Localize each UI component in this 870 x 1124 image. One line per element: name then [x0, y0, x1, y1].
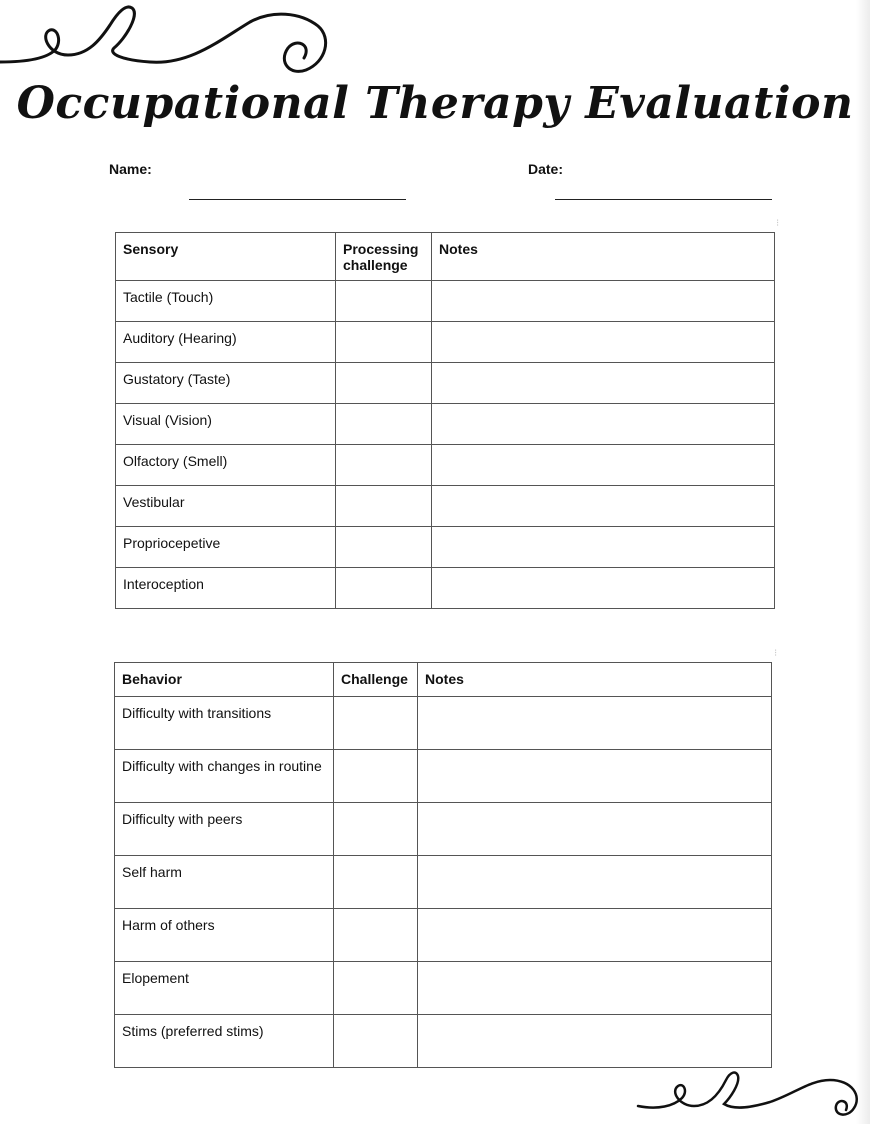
challenge-cell[interactable] — [336, 486, 432, 527]
row-label: Self harm — [115, 856, 334, 909]
table-row — [116, 527, 775, 568]
table-row — [116, 486, 775, 527]
table-row — [115, 803, 772, 856]
row-label: Propriocepetive — [116, 527, 336, 568]
notes-cell[interactable] — [432, 281, 775, 322]
header-challenge: Challenge — [334, 663, 418, 697]
notes-cell[interactable] — [432, 527, 775, 568]
date-input-line[interactable] — [555, 199, 772, 200]
page-edge-shadow — [856, 0, 870, 1124]
decorative-swirl-bottom — [630, 1066, 870, 1124]
row-label: Auditory (Hearing) — [116, 322, 336, 363]
table-row — [116, 404, 775, 445]
table-row — [115, 856, 772, 909]
table-header-row — [116, 233, 775, 281]
notes-cell[interactable] — [432, 322, 775, 363]
header-notes: Notes — [432, 233, 775, 281]
table-header-row — [115, 663, 772, 697]
header-behavior: Behavior — [115, 663, 334, 697]
decorative-swirl-top — [0, 0, 340, 80]
row-label: Interoception — [116, 568, 336, 609]
date-label: Date: — [528, 161, 564, 177]
row-label: Stims (preferred stims) — [115, 1015, 334, 1068]
notes-cell[interactable] — [432, 363, 775, 404]
row-label: Elopement — [115, 962, 334, 1015]
row-label: Vestibular — [116, 486, 336, 527]
row-label: Harm of others — [115, 909, 334, 962]
challenge-cell[interactable] — [336, 404, 432, 445]
table-handle: ⁝ — [776, 218, 780, 229]
notes-cell[interactable] — [418, 856, 772, 909]
table-row — [115, 697, 772, 750]
table-row — [116, 322, 775, 363]
table-row — [115, 1015, 772, 1068]
notes-cell[interactable] — [432, 568, 775, 609]
page-title: Occupational Therapy Evaluation — [16, 78, 854, 129]
challenge-cell[interactable] — [334, 803, 418, 856]
notes-cell[interactable] — [418, 962, 772, 1015]
notes-cell[interactable] — [418, 1015, 772, 1068]
challenge-cell[interactable] — [336, 568, 432, 609]
notes-cell[interactable] — [432, 445, 775, 486]
row-label: Difficulty with transitions — [115, 697, 334, 750]
behavior-table — [114, 662, 772, 1068]
table-handle: ⁝ — [774, 648, 778, 659]
name-label: Name: — [109, 161, 152, 177]
notes-cell[interactable] — [418, 750, 772, 803]
challenge-cell[interactable] — [336, 363, 432, 404]
notes-cell[interactable] — [418, 909, 772, 962]
notes-cell[interactable] — [418, 803, 772, 856]
challenge-cell[interactable] — [336, 445, 432, 486]
challenge-cell[interactable] — [336, 527, 432, 568]
table-row — [115, 962, 772, 1015]
challenge-cell[interactable] — [336, 322, 432, 363]
row-label: Visual (Vision) — [116, 404, 336, 445]
row-label: Difficulty with peers — [115, 803, 334, 856]
challenge-cell[interactable] — [334, 1015, 418, 1068]
notes-cell[interactable] — [418, 697, 772, 750]
table-row — [116, 568, 775, 609]
name-input-line[interactable] — [189, 199, 406, 200]
sensory-table — [115, 232, 775, 609]
table-row — [116, 445, 775, 486]
header-sensory: Sensory — [116, 233, 336, 281]
challenge-cell[interactable] — [334, 909, 418, 962]
challenge-cell[interactable] — [336, 281, 432, 322]
row-label: Olfactory (Smell) — [116, 445, 336, 486]
row-label: Difficulty with changes in routine — [115, 750, 334, 803]
header-notes: Notes — [418, 663, 772, 697]
row-label: Tactile (Touch) — [116, 281, 336, 322]
notes-cell[interactable] — [432, 486, 775, 527]
table-row — [116, 363, 775, 404]
challenge-cell[interactable] — [334, 962, 418, 1015]
table-row — [115, 750, 772, 803]
challenge-cell[interactable] — [334, 697, 418, 750]
row-label: Gustatory (Taste) — [116, 363, 336, 404]
challenge-cell[interactable] — [334, 750, 418, 803]
header-processing-challenge: Processing challenge — [336, 233, 432, 281]
table-row — [116, 281, 775, 322]
table-row — [115, 909, 772, 962]
challenge-cell[interactable] — [334, 856, 418, 909]
notes-cell[interactable] — [432, 404, 775, 445]
